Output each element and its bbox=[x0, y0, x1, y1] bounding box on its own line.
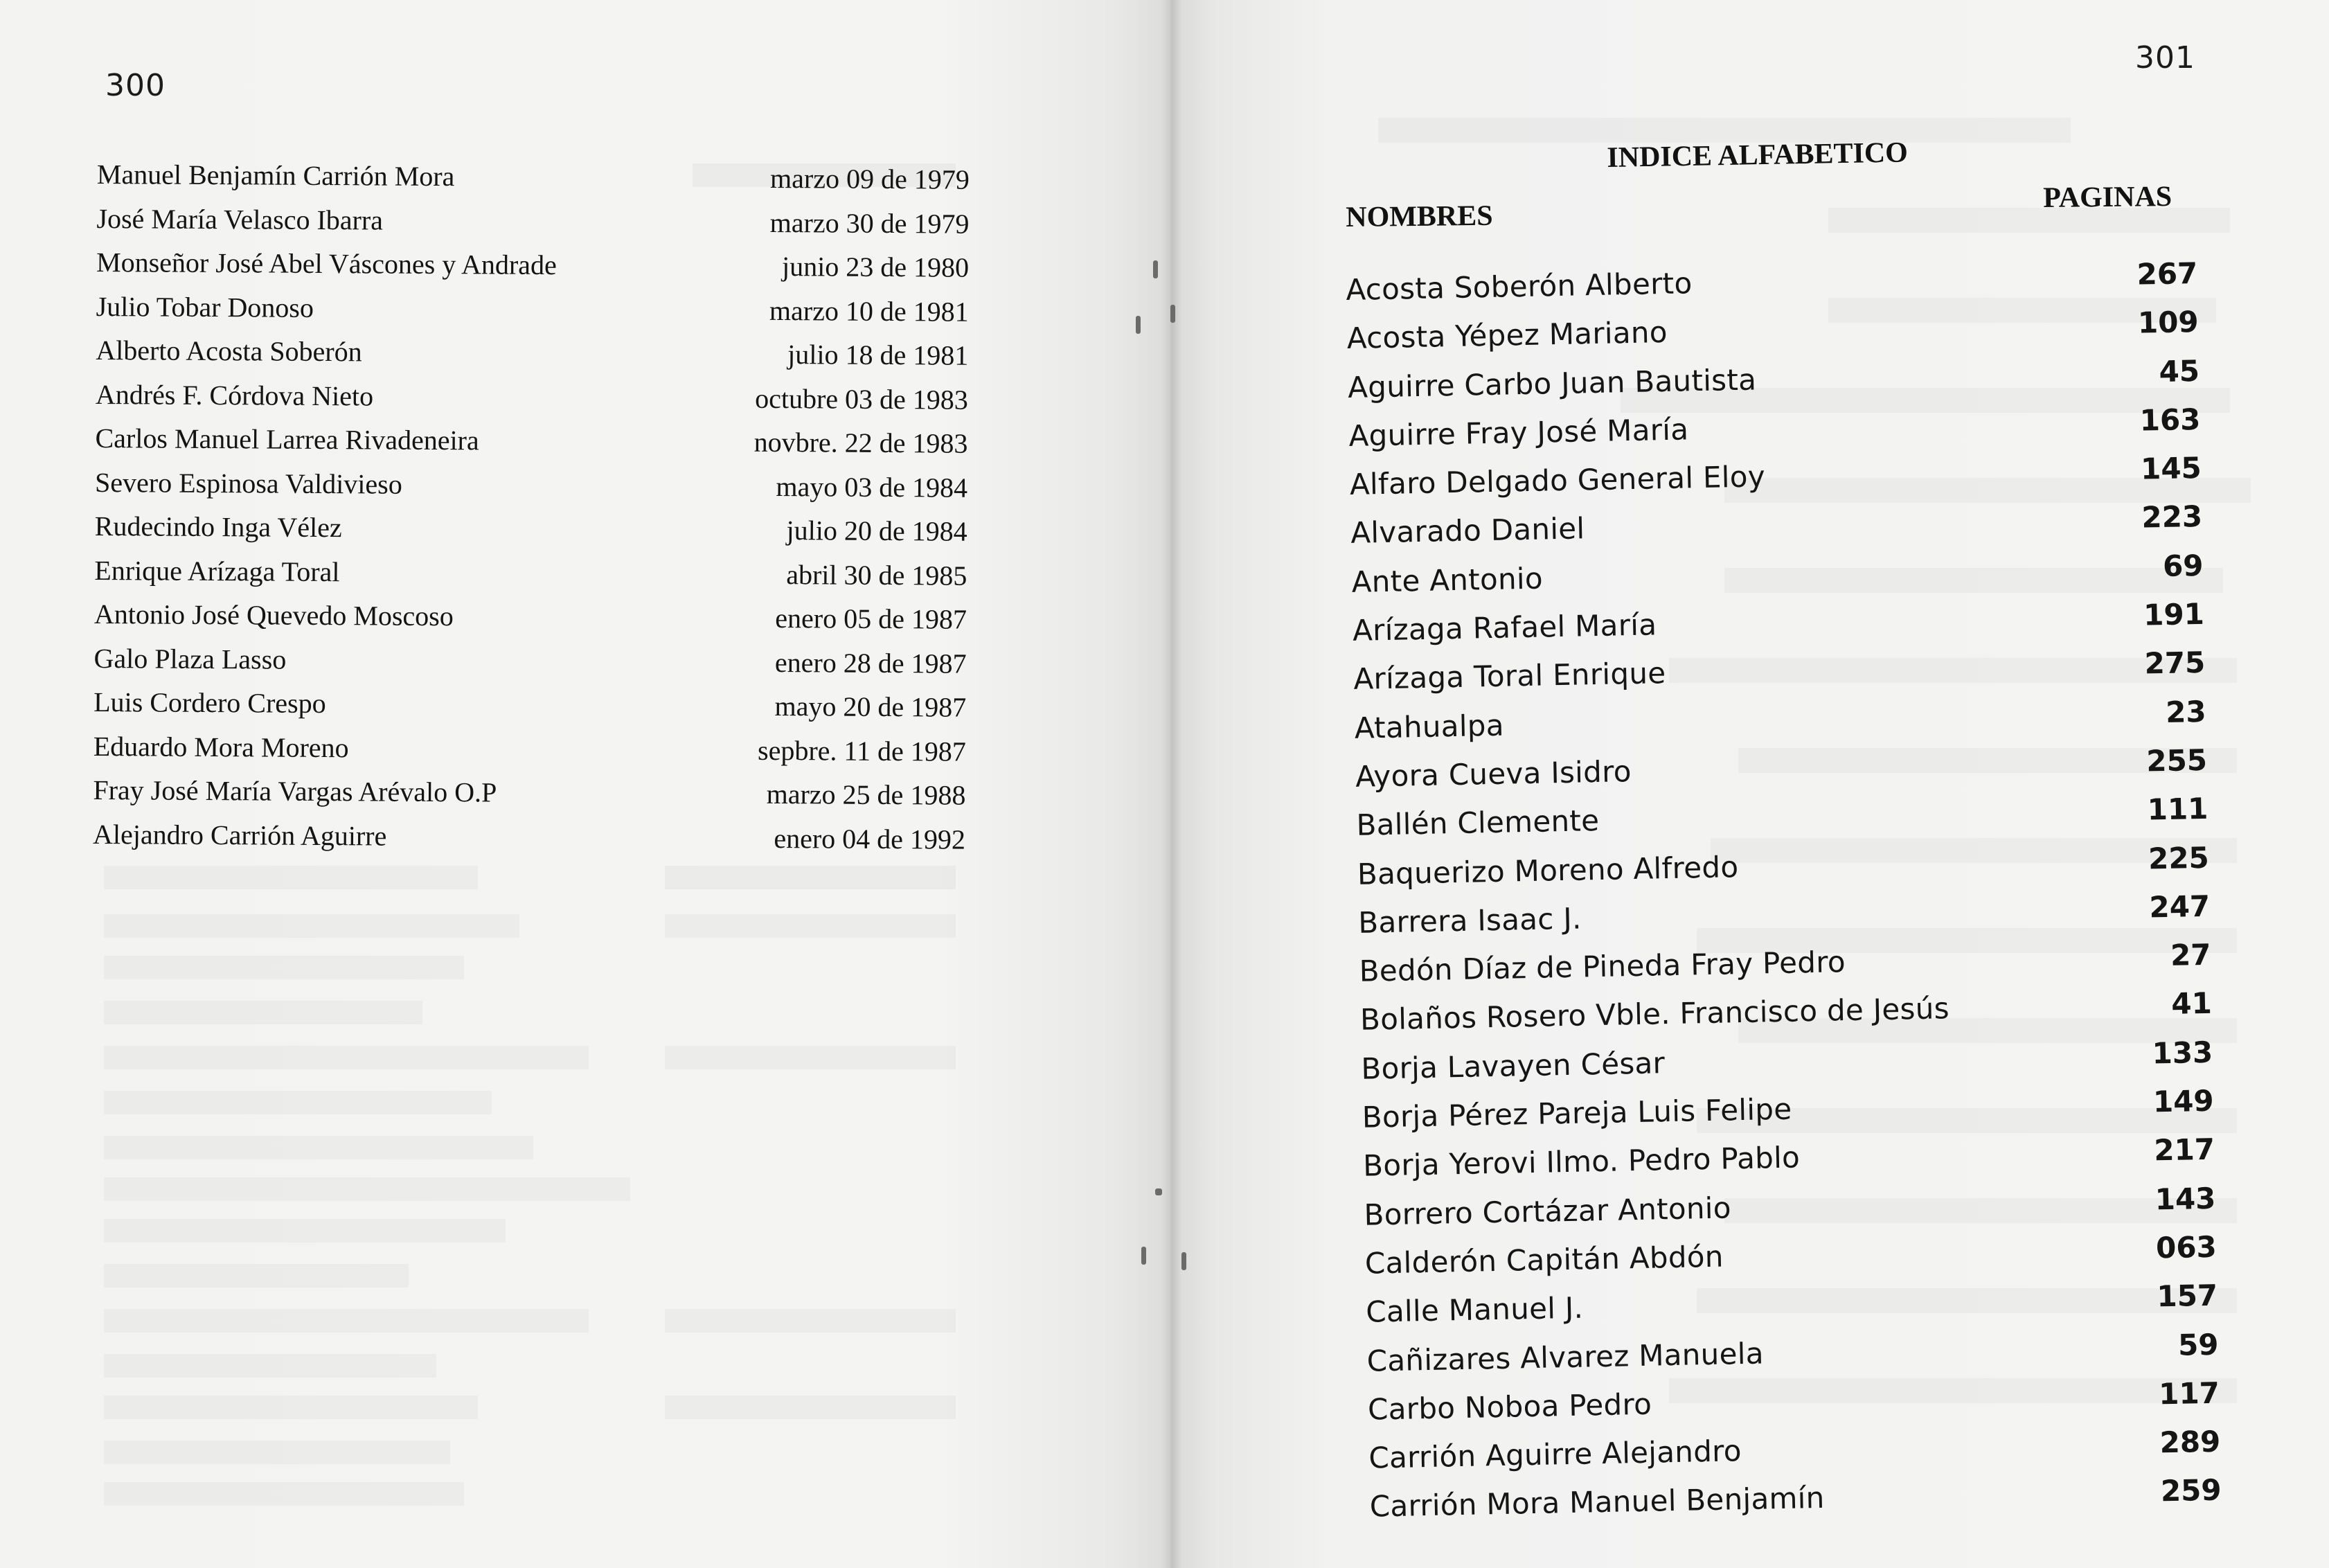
appointment-row bbox=[95, 510, 967, 559]
index-page-number: 289 bbox=[2159, 1424, 2221, 1460]
appointment-row bbox=[96, 202, 969, 251]
index-page-number: 191 bbox=[2143, 596, 2205, 632]
appointment-row bbox=[96, 246, 969, 295]
index-page-number: 23 bbox=[2165, 694, 2207, 729]
index-name: Atahualpa bbox=[1354, 708, 1505, 745]
appointment-row bbox=[93, 729, 966, 778]
incorporation-date: enero 04 de 1992 bbox=[774, 822, 966, 855]
appointment-row bbox=[93, 686, 966, 735]
index-page-number: 275 bbox=[2144, 645, 2206, 681]
index-name: Baquerizo Moreno Alfredo bbox=[1357, 849, 1739, 891]
index-name: Arízaga Rafael María bbox=[1352, 607, 1657, 648]
incorporation-date: octubre 03 de 1983 bbox=[755, 382, 969, 416]
member-name: Galo Plaza Lasso bbox=[93, 642, 287, 675]
appointment-row bbox=[95, 465, 967, 515]
member-name: Severo Espinosa Valdivieso bbox=[95, 466, 402, 500]
member-name: Enrique Arízaga Toral bbox=[94, 554, 340, 587]
index-name: Acosta Soberón Alberto bbox=[1346, 266, 1693, 307]
staple-hole bbox=[1153, 260, 1158, 278]
index-page-number: 267 bbox=[2136, 256, 2198, 292]
index-page-number: 59 bbox=[2177, 1327, 2219, 1362]
member-name: Luis Cordero Crespo bbox=[93, 686, 326, 720]
incorporation-date: julio 18 de 1981 bbox=[787, 339, 969, 371]
member-name: Monseñor José Abel Váscones y Andrade bbox=[96, 246, 557, 281]
incorporation-date: junio 23 de 1980 bbox=[781, 251, 970, 283]
index-name: Bolaños Rosero Vble. Francisco de Jesús bbox=[1359, 991, 1950, 1037]
pages-column-header: PAGINAS bbox=[2043, 181, 2172, 214]
appointment-row bbox=[96, 289, 968, 339]
index-page-number: 259 bbox=[2160, 1473, 2222, 1508]
index-page-number: 063 bbox=[2155, 1229, 2218, 1265]
index-name: Alfaro Delgado General Eloy bbox=[1349, 459, 1766, 502]
index-page-number: 149 bbox=[2152, 1083, 2215, 1119]
index-name: Cañizares Alvarez Manuela bbox=[1366, 1336, 1765, 1378]
appointment-row bbox=[95, 422, 967, 471]
member-name: Julio Tobar Donoso bbox=[96, 290, 314, 323]
member-name: Fray José María Vargas Arévalo O.P bbox=[93, 774, 497, 808]
appointments-list bbox=[93, 158, 970, 867]
index-name: Borja Yerovi Ilmo. Pedro Pablo bbox=[1362, 1140, 1801, 1184]
member-name: José María Velasco Ibarra bbox=[96, 202, 384, 236]
appointment-row bbox=[96, 377, 968, 427]
index-name: Arízaga Toral Enrique bbox=[1353, 656, 1666, 697]
member-name: Eduardo Mora Moreno bbox=[93, 730, 349, 763]
staple-hole bbox=[1136, 316, 1141, 334]
appointment-row bbox=[94, 598, 967, 647]
index-page-number: 145 bbox=[2140, 451, 2202, 486]
appointment-row bbox=[97, 158, 970, 207]
index-name: Borrero Cortázar Antonio bbox=[1364, 1191, 1732, 1232]
names-column-header: NOMBRES bbox=[1346, 199, 1493, 233]
member-name: Manuel Benjamín Carrión Mora bbox=[96, 158, 455, 193]
index-page-number: 45 bbox=[2159, 353, 2200, 389]
index-page-number: 109 bbox=[2137, 305, 2199, 340]
appointment-row bbox=[93, 817, 965, 866]
alphabetical-index-list bbox=[1346, 256, 2222, 1538]
page-number-right: 301 bbox=[2135, 40, 2195, 75]
index-title: INDICE ALFABETICO bbox=[1607, 136, 1909, 174]
incorporation-date: marzo 25 de 1988 bbox=[766, 778, 966, 811]
index-page-number: 133 bbox=[2152, 1035, 2213, 1071]
book-gutter bbox=[1161, 0, 1181, 1568]
incorporation-date: enero 28 de 1987 bbox=[774, 646, 967, 679]
index-page-number: 143 bbox=[2154, 1181, 2216, 1217]
index-page-number: 255 bbox=[2145, 742, 2208, 778]
index-page-number: 225 bbox=[2148, 840, 2210, 876]
appointment-row bbox=[93, 641, 966, 691]
member-name: Andrés F. Córdova Nieto bbox=[95, 378, 374, 411]
index-name: Ante Antonio bbox=[1351, 561, 1544, 599]
index-page-number: 117 bbox=[2158, 1375, 2220, 1411]
incorporation-date: mayo 20 de 1987 bbox=[774, 690, 967, 723]
index-name: Carrión Aguirre Alejandro bbox=[1368, 1434, 1742, 1475]
index-name: Ayora Cueva Isidro bbox=[1355, 754, 1632, 794]
staple-hole bbox=[1141, 1247, 1146, 1265]
index-name: Borja Pérez Pareja Luis Felipe bbox=[1362, 1092, 1792, 1134]
index-name: Ballén Clemente bbox=[1356, 803, 1600, 843]
index-page-number: 41 bbox=[2170, 986, 2213, 1022]
index-name: Barrera Isaac J. bbox=[1357, 901, 1582, 940]
index-page-number: 111 bbox=[2147, 792, 2208, 827]
incorporation-date: novbre. 22 de 1983 bbox=[753, 426, 968, 459]
index-name: Calle Manuel J. bbox=[1365, 1290, 1584, 1329]
member-name: Rudecindo Inga Vélez bbox=[94, 510, 342, 544]
appointment-row bbox=[96, 334, 968, 383]
index-name: Alvarado Daniel bbox=[1350, 511, 1585, 551]
index-page-number: 223 bbox=[2141, 499, 2203, 535]
index-name: Borja Lavayen César bbox=[1360, 1045, 1666, 1086]
incorporation-date: abril 30 de 1985 bbox=[786, 558, 967, 591]
member-name: Carlos Manuel Larrea Rivadeneira bbox=[95, 422, 479, 456]
incorporation-date: julio 20 de 1984 bbox=[786, 515, 967, 547]
index-page-number: 163 bbox=[2139, 402, 2201, 438]
staple-hole bbox=[1170, 305, 1175, 323]
staple-hole bbox=[1181, 1252, 1186, 1270]
index-page-number: 157 bbox=[2156, 1278, 2218, 1314]
incorporation-date: marzo 10 de 1981 bbox=[769, 294, 969, 328]
incorporation-date: mayo 03 de 1984 bbox=[776, 470, 968, 504]
incorporation-date: enero 05 de 1987 bbox=[775, 602, 967, 635]
index-name: Bedón Díaz de Pineda Fray Pedro bbox=[1359, 945, 1846, 988]
appointment-row bbox=[93, 774, 965, 823]
index-page-number: 69 bbox=[2162, 548, 2204, 583]
member-name: Alberto Acosta Soberón bbox=[96, 334, 362, 368]
index-name: Carrión Mora Manuel Benjamín bbox=[1369, 1481, 1826, 1524]
incorporation-date: sepbre. 11 de 1987 bbox=[757, 734, 966, 767]
index-page-number: 217 bbox=[2153, 1132, 2215, 1168]
index-page-number: 27 bbox=[2170, 937, 2211, 973]
incorporation-date: marzo 30 de 1979 bbox=[769, 206, 970, 240]
appointment-row bbox=[94, 553, 967, 603]
index-name: Acosta Yépez Mariano bbox=[1346, 315, 1668, 356]
incorporation-date: marzo 09 de 1979 bbox=[769, 162, 970, 195]
index-name: Aguirre Carbo Juan Bautista bbox=[1347, 362, 1757, 404]
index-name: Carbo Noboa Pedro bbox=[1367, 1387, 1652, 1427]
page-number-left: 300 bbox=[105, 68, 166, 103]
staple-hole bbox=[1155, 1188, 1162, 1195]
member-name: Alejandro Carrión Aguirre bbox=[92, 818, 387, 852]
index-name: Calderón Capitán Abdón bbox=[1364, 1239, 1724, 1281]
index-name: Aguirre Fray José María bbox=[1348, 412, 1689, 453]
member-name: Antonio José Quevedo Moscoso bbox=[93, 598, 454, 632]
index-page-number: 247 bbox=[2148, 889, 2211, 925]
